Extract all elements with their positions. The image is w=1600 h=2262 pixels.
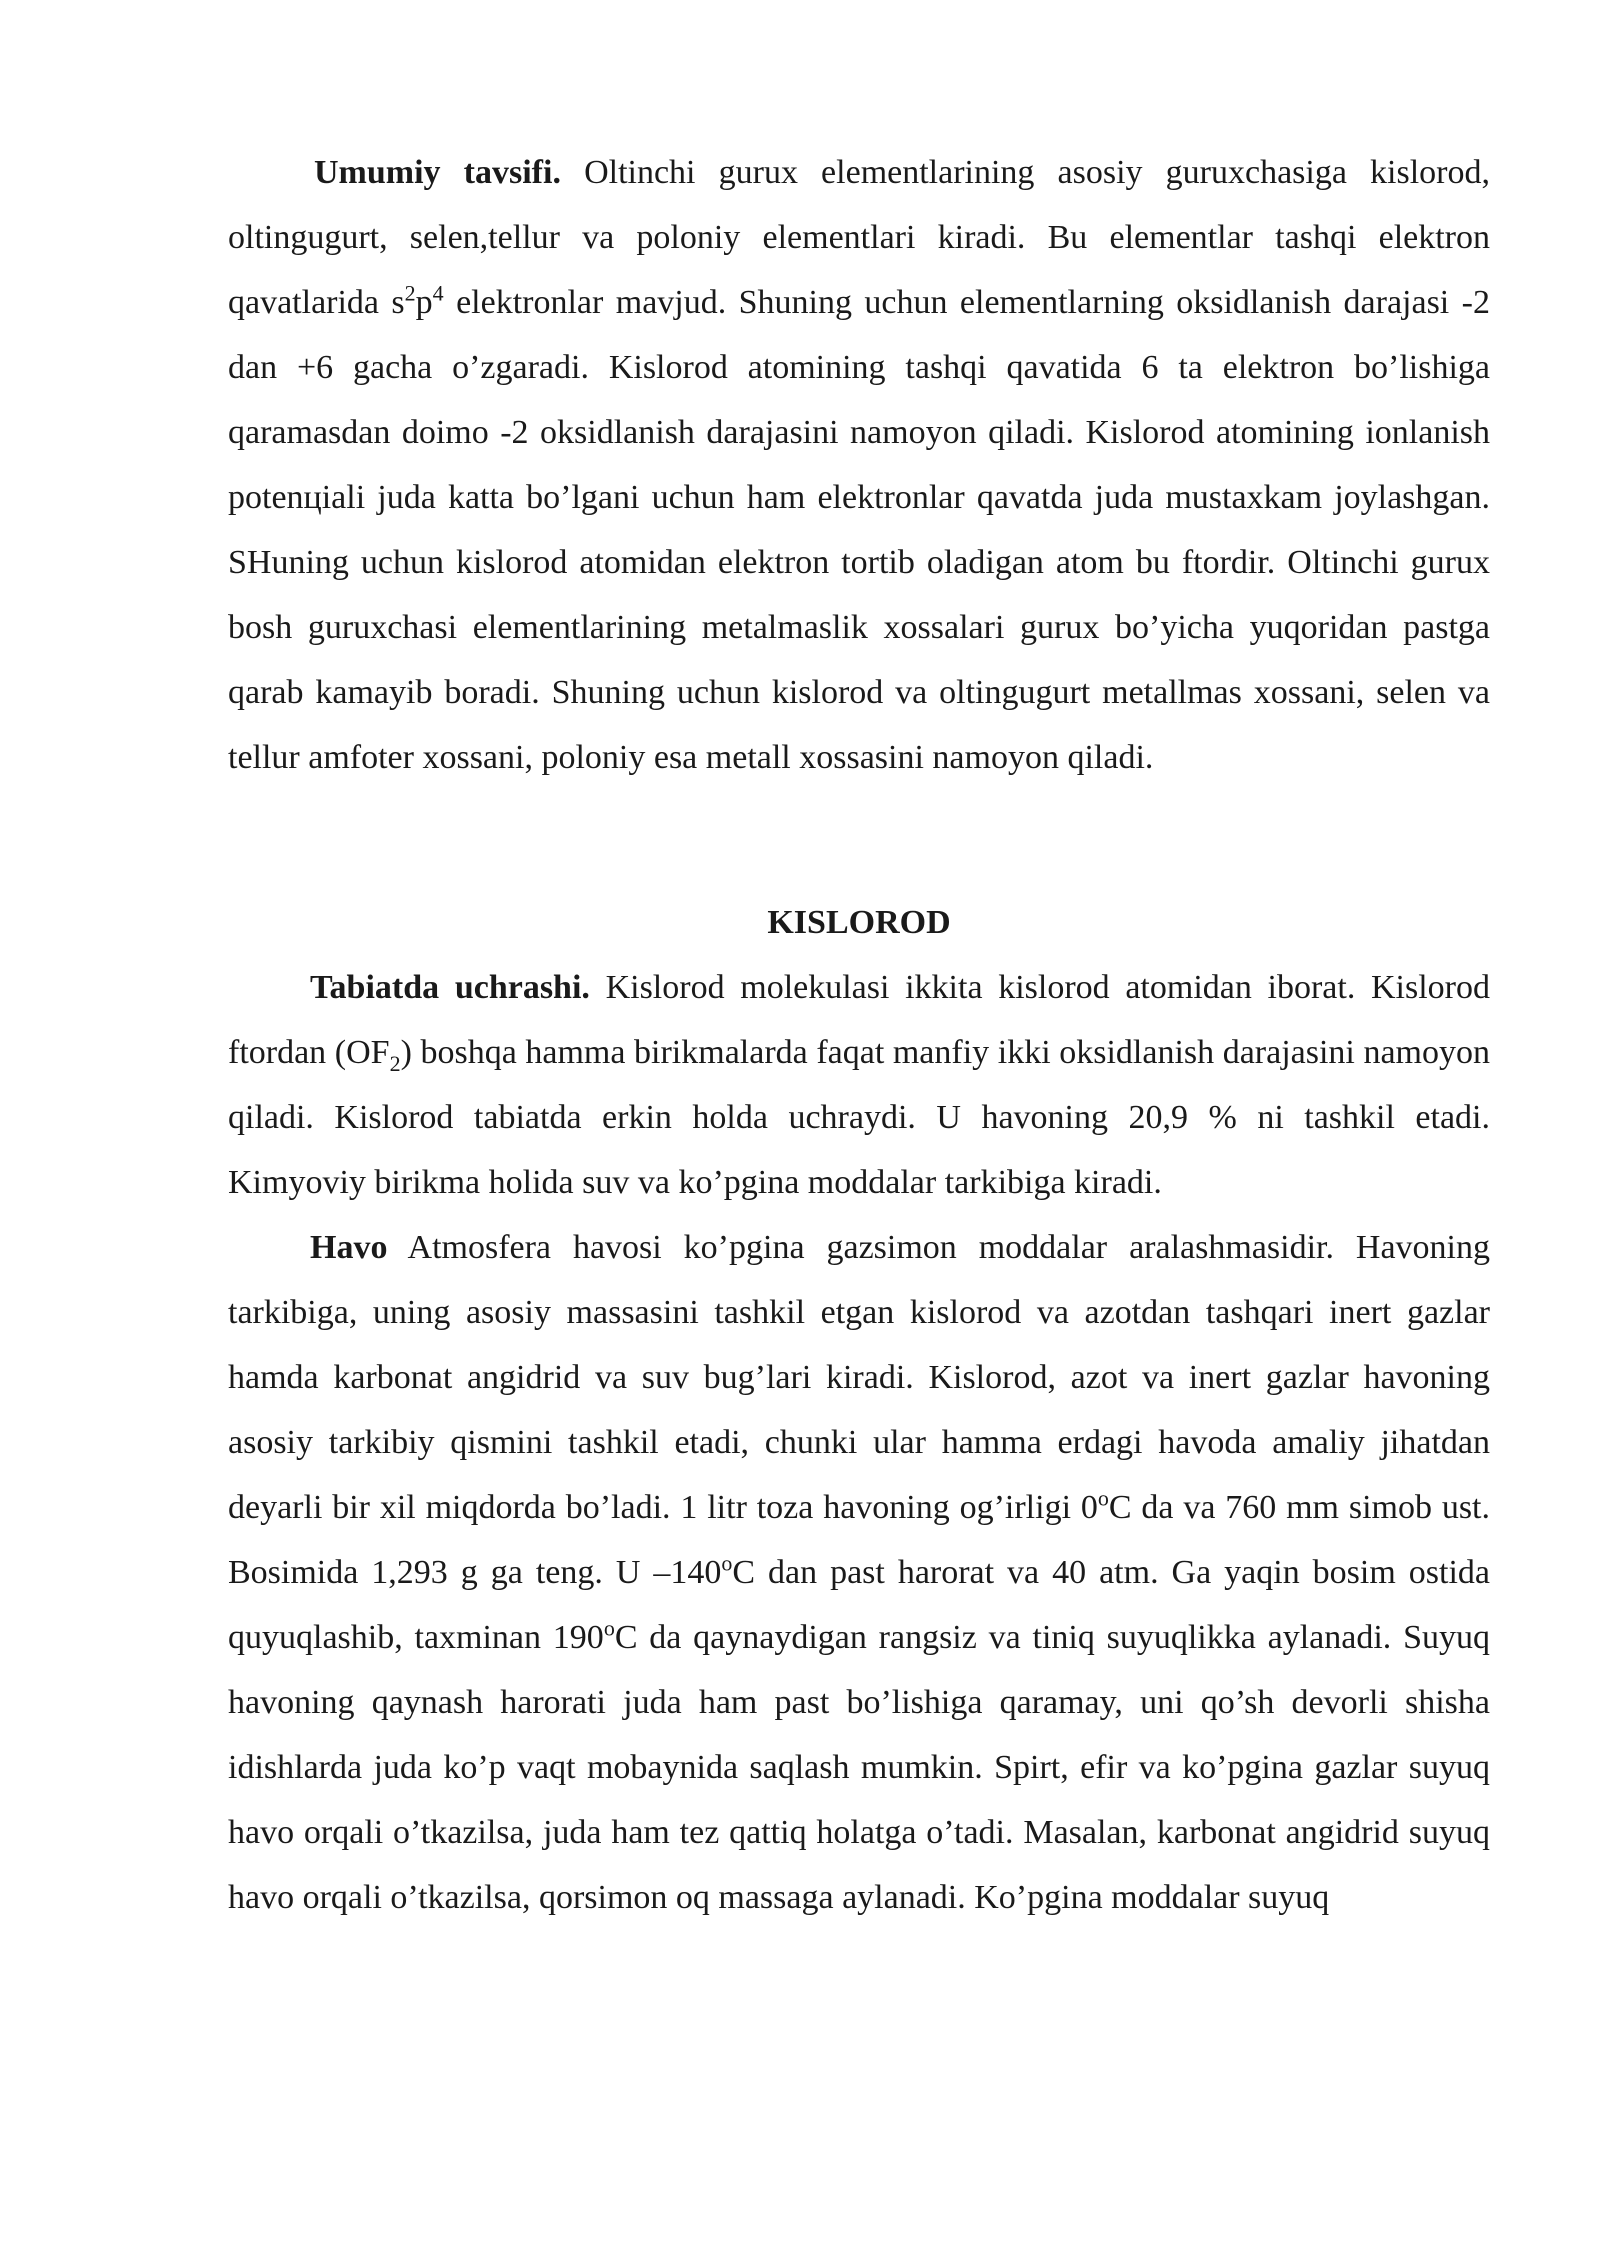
air-text-1: Atmosfera havosi ko’pgina gazsimon moddalar aralashmasidir. Havoning tarkibiga, uning asosiy massasini tashkil etgan kislorod va azotdan tashqari inert gazlar hamda karbonat angidrid va suv bug’lari kiradi. Kislorod, azot va inert gazlar havoning asosiy tarkibiy qismini tashkil etadi, chunki ular hamma erdagi havoda amaliy jihatdan deyarli bir xil miqdorda bo’ladi. 1 litr toza havoning og’irligi 0 [228,1229,1490,1526]
intro-sup-2: 4 [432,280,444,306]
document-page [228,140,1490,1930]
intro-lead: Umumiy tavsifi. [314,154,561,191]
air-text-3: C dan past harorat va 40 atm. Ga yaqin bosim ostida quyuqlashib, taxminan 190 [228,1554,1490,1656]
air-paragraph [228,1215,1490,1930]
intro-paragraph [228,140,1490,790]
nature-lead: Tabiatda uchrashi. [310,969,590,1006]
air-sup-3: o [603,1615,615,1641]
air-sup-2: o [721,1550,733,1576]
air-lead: Havo [310,1229,388,1266]
nature-sub-1: 2 [389,1050,401,1076]
section-heading: KISLOROD [767,904,951,941]
nature-paragraph [228,955,1490,1215]
intro-sup-1: 2 [404,280,416,306]
nature-text-1: Kislorod molekulasi ikkita kislorod atomidan iborat. Kislorod ftordan (OF [228,969,1490,1071]
section-gap [228,790,1490,890]
air-sup-1: o [1097,1485,1109,1511]
air-text-2: C da va 760 mm simob ust. Bosimida 1,293 g ga teng. U –140 [228,1489,1490,1591]
intro-text-3: elektronlar mavjud. Shuning uchun elementlarning oksidlanish darajasi -2 dan +6 gacha o’zgaradi. Kislorod atomining tashqi qavatida 6 ta elektron bo’lishiga qaramasdan doimo -2 oksidlanish darajasini namoyon qiladi. Kislorod atomining ionlanish potenцiali juda katta bo’lgani uchun ham elektronlar qavatda juda mustaxkam joylashgan. SHuning uchun kislorod atomidan elektron tortib oladigan atom bu ftordir. Oltinchi gurux bosh guruxchasi elementlarining metalmaslik xossalari gurux bo’yicha yuqoridan pastga qarab kamayib boradi. Shuning uchun kislorod va oltingugurt metallmas xossani, selen va tellur amfoter xossani, poloniy esa metall xossasini namoyon qiladi. [228,284,1490,776]
intro-text-2: p [415,284,433,321]
air-text-4: C da qaynaydigan rangsiz va tiniq suyuqlikka aylanadi. Suyuq havoning qaynash harorati juda ham past bo’lishiga qaramay, uni qo’sh devorli shisha idishlarda juda ko’p vaqt mobaynida saqlash mumkin. Spirt, efir va ko’pgina gazlar suyuq havo orqali o’tkazilsa, juda ham tez qattiq holatga o’tadi. Masalan, karbonat angidrid suyuq havo orqali o’tkazilsa, qorsimon oq massaga aylanadi. Ko’pgina moddalar suyuq [228,1619,1490,1916]
nature-text-2: ) boshqa hamma birikmalarda faqat manfiy ikki oksidlanish darajasini namoyon qiladi. Kislorod tabiatda erkin holda uchraydi. U havoning 20,9 % ni tashkil etadi. Kimyoviy birikma holida suv va ko’pgina moddalar tarkibiga kiradi. [228,1034,1490,1201]
intro-text-1: Oltinchi gurux elementlarining asosiy guruxchasiga kislorod, oltingugurt, selen,tellur va poloniy elementlari kiradi. Bu elementlar tashqi elektron qavatlarida s [228,154,1490,321]
